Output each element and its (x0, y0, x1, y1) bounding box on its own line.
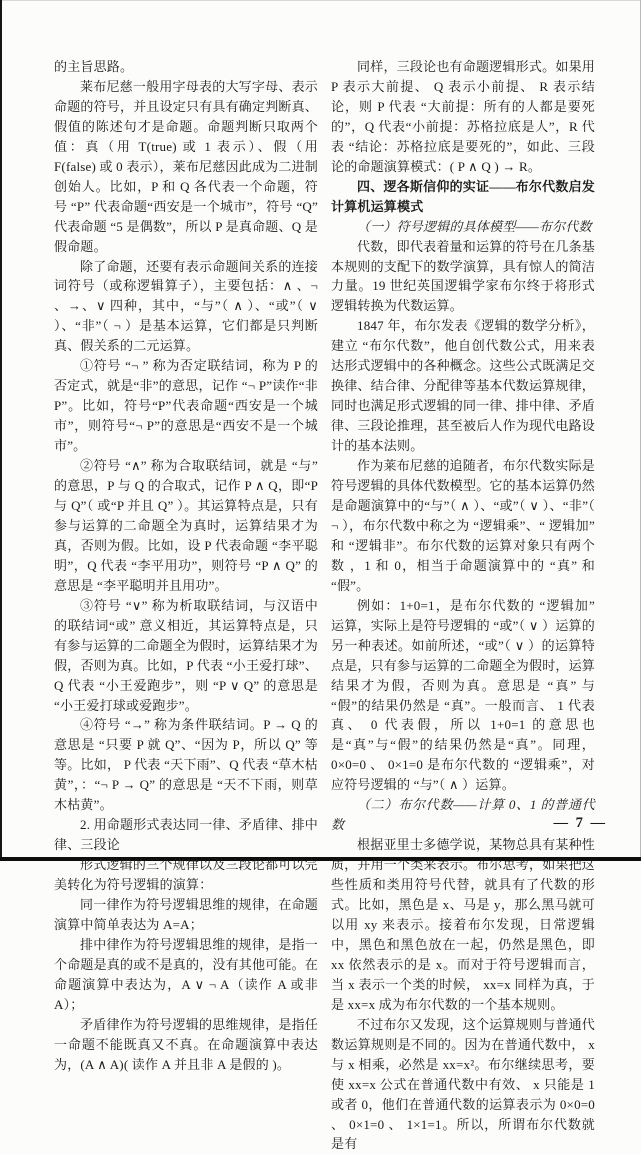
paragraph: 除了命题，还要有表示命题间关系的连接词符号（或称逻辑算子），主要包括：∧ 、¬ 、→、∨ 四种，其中，“与”（ ∧ ）、“或”（ ∨ ）、“非”（ ¬ ）是基本运算，它们都是只判断真、假关系的二元运算。 (54, 258, 318, 354)
left-column (54, 57, 318, 1154)
section-heading: 四、逻各斯信仰的实证——布尔代数启发计算机运算模式 (331, 178, 595, 214)
paragraph: 同样，三段论也有命题逻辑形式。如果用 P 表示大前提、 Q 表示小前提、 R 表示结论，则 P 代表 “大前提：所有的人都是要死的”，Q 代表“小前提：苏格拉底是人”，R 代表 “结论：苏格拉底是要死的”，如此、三段论的命题演算模式：( P ∧ Q ) → R。 (331, 59, 595, 174)
paragraph: 代数，即代表着量和运算的符号在几条基本规则的支配下的数学演算，具有惊人的简洁力量。19 世纪英国逻辑学家布尔终于将形式逻辑转换为代数运算。 (331, 238, 596, 314)
paragraph: 莱布尼慈一般用字母表的大写字母、表示命题的符号，并且设定只有具有确定判断真、假值的陈述句才是命题。命题判断只取两个值：真（用 T(true) 或 1 表示）、假（用 F(false) 或 0 表示），莱布尼慈因此成为二进制创始人。比如，P 和 Q 各代表一个命题，符号 “P” 代表命题“西安是一个城市”，符号 “Q” 代表命题 “5 是偶数”，所以 P 是真命题、Q 是假命题。 (54, 78, 319, 254)
paragraph: 同一律作为符号逻辑思维的规律，在命题演算中简单表达为 A=A； (54, 897, 318, 932)
paragraph: 不过布尔又发现，这个运算规则与普通代数运算规则是不同的。因为在普通代数中， x 与 x 相乘，必然是 xx=x²。布尔继续思考，要使 xx=x 公式在普通代数中有效、 x 只能是 1 或者 0，他们在普通代数的运算表示为 0×0=0 、 0×1=0 、 1×1=1。所以，所谓布尔代数就是有 (331, 1016, 595, 1152)
scan-edge-left (0, 0, 2, 861)
paragraph: ④符号 “→” 称为条件联结词。P → Q 的意思是 “只要 P 就 Q”、“因为 P，所以 Q” 等等。比如， P 代表 “天下雨”、Q 代表 “草木枯黄”，：“¬ P → Q” 的意思是 “天不下雨，则草木枯黄”。 (54, 717, 318, 813)
right-column (331, 57, 595, 1154)
scan-edge-top (0, 0, 641, 1)
paragraph: 矛盾律作为符号逻辑的思维规律，是指任一命题不能既真又不真。在命题演算中表达为，(A ∧ A)( 读作 A 并且非 A 是假的 )。 (54, 1016, 318, 1072)
list-item-heading: 2. 用命题形式表达同一律、矛盾律、排中律、三段论 (54, 817, 319, 853)
page-number: — 7 — (553, 815, 607, 831)
paragraph: ③符号 “∨” 称为析取联结词，与汉语中的联结词“或” 意义相近，其运算特点是，只有参与运算的二命题全为假时，运算结果才为假，否则为真。比如，P 代表 “小王爱打球”、 Q 代表 “小王爱跑步”，则 “P ∨ Q” 的意思是 “小王爱打球或爱跑步”。 (54, 597, 319, 713)
subsection-heading: （一）符号逻辑的具体模型——布尔代数 (357, 218, 592, 234)
subsection-heading: （二）布尔代数——计算 0、1 的普通代数 (331, 797, 595, 833)
paragraph: 1847 年，布尔发表《逻辑的数学分析》，建立 “布尔代数”，他自创代数公式，用来表达形式逻辑中的各种概念。这些公式既满足交换律、结合律、分配律等基本代数运算规律，同时也满足形式逻辑的同一律、排中律、矛盾律、三段论推理，甚至被后人作为现代电路设计的基本法则。 (331, 318, 596, 454)
paragraph-continuation: 的主旨思路。 (54, 59, 134, 74)
paragraph: 例如：1+0=1，是布尔代数的 “逻辑加” 运算，实际上是符号逻辑的 “或”（ ∨ ）运算的另一种表述。如前所述，“或”（ ∨ ）的运算特点是，只有参与运算的二命题全为假时，运算结果才为假，否则为真。意思是 “真” 与 “假”的结果仍然是 “真”。一般而言、 1 代表真、 0 代表假，所以 1+0=1 的意思也是“真”与“假”的结果仍然是“真”。同理， 0×0=0 、 0×1=0 是布尔代数的 “逻辑乘”，对应符号逻辑的 “与”（ ∧ ）运算。 (331, 597, 596, 793)
paragraph: 作为莱布尼慈的追随者，布尔代数实际是符号逻辑的具体代数模型。它的基本运算仍然是命题演算中的“与”（ ∧ ）、“或”（ ∨ ）、“非”（ ¬ ），布尔代数中称之为 “逻辑乘”、“ 逻辑加” 和 “逻辑非”。布尔代数的运算对象只有两个数 ，1 和 0，相当于命题演算中的 “真” 和 “假”。 (331, 458, 596, 593)
paragraph: ②符号 “∧” 称为合取联结词，就是 “与” 的意思，P 与 Q 的合取式，记作 P ∧ Q，即“P 与 Q”（ 或“P 并且 Q” ）。其运算特点是，只有参与运算的二命题全为真时，运算结果才为真，否则为假。比如，设 P 代表命题 “李平聪明”，Q 代表 “李平用功”，则符号 “P ∧ Q” 的意思是 “李平聪明并且用功”。 (54, 458, 318, 593)
paragraph: ①符号 “¬ ” 称为否定联结词，称为 P 的否定式，就是“非”的意思，记作 “¬ P”读作“非 P”。比如，符号“P”代表命题“西安是一个城市”，则符号“¬ P”的意思是“西安不是一个城市”。 (54, 358, 318, 454)
paragraph: 根据亚里士多德学说，某物总具有某种性质，并用一个类来表示。布尔思考，如果把这些性质和类用符号代替，就具有了代数的形式。比如，黑色是 x、马是 y，那么黑马就可以用 xy 来表示。接着布尔发现，日常逻辑中，黑色和黑色放在一起，仍然是黑色，即 xx 依然表示的是 x。而对于符号逻辑而言，当 x 表示一个类的时候， xx=x 同样为真，于是 xx=x 成为布尔代数的一个基本规则。 (331, 837, 596, 1012)
paragraph: 排中律作为符号逻辑思维的规律，是指一个命题是真的或不是真的，没有其他可能。在命题演算中表达为，A ∨ ¬ A（读作 A 或非 A）； (54, 936, 319, 1012)
paragraph: 形式逻辑的三个规律以及三段论都可以完美转化为符号逻辑的演算： (54, 857, 318, 893)
page-content (54, 57, 596, 1154)
